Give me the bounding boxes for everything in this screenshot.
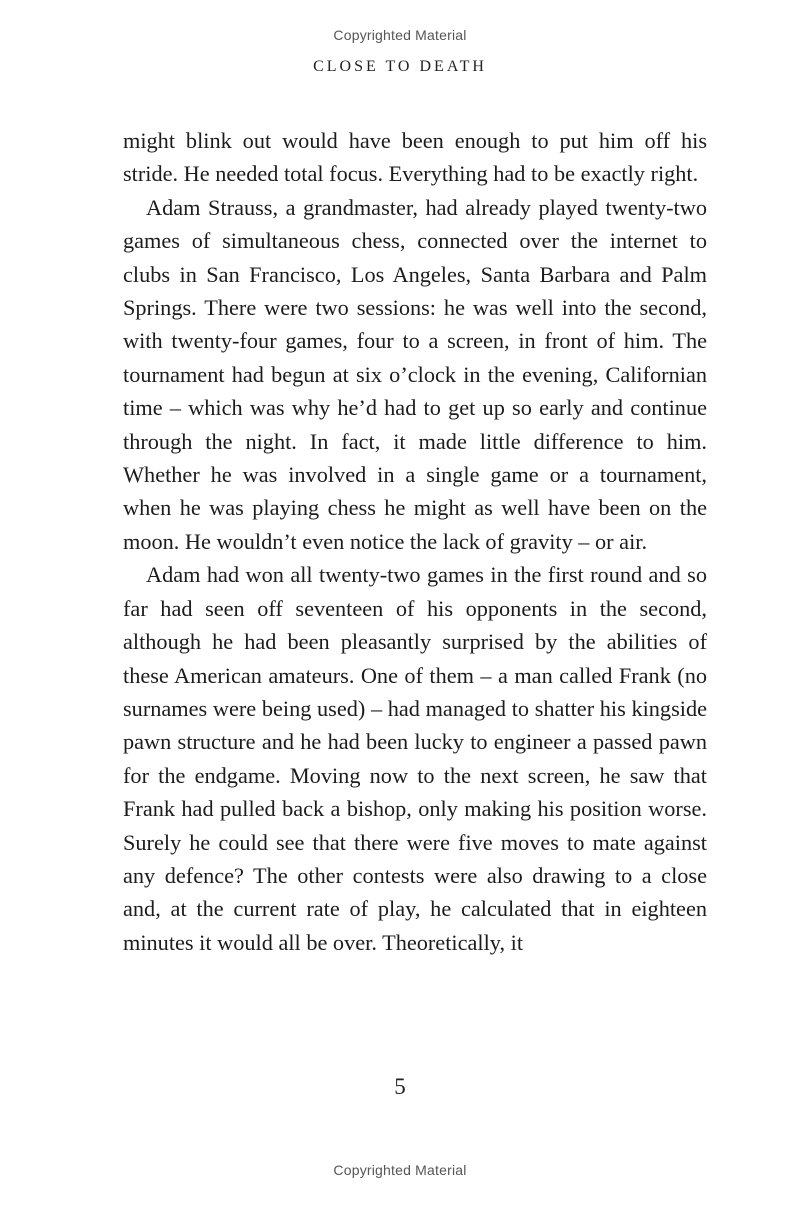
paragraph-continuation: might blink out would have been enough to put him off his stride. He needed total focus. Everything had to be exactly right. (123, 128, 707, 187)
paragraph: Adam Strauss, a grandmaster, had already played twenty-two games of simultaneous chess, connected over the internet to clubs in San Francisco, Los Angeles, Santa Barbara and Palm Springs. There were two sessions: he was well into the second, with twenty-four games, four to a screen, in front of him. The tournament had begun at six o’clock in the evening, Californian time – which was why he’d had to get up so early and continue through the night. In fact, it made little difference to him. Whether he was involved in a single game or a tournament, when he was playing chess he might as well have been on the moon. He wouldn’t even notice the lack of gravity – or air. (123, 194, 707, 554)
body-text (123, 124, 707, 959)
copyright-watermark-bottom: Copyrighted Material (333, 1162, 467, 1178)
copyright-watermark-top: Copyrighted Material (333, 27, 467, 43)
running-head: CLOSE TO DEATH (313, 58, 487, 75)
paragraph: Adam had won all twenty-two games in the first round and so far had seen off seventeen of his opponents in the second, although he had been pleasantly surprised by the abilities of these American amateurs. One of them – a man called Frank (no surnames were being used) – had managed to shatter his kingside pawn structure and he had been lucky to engineer a passed pawn for the endgame. Moving now to the next screen, he saw that Frank had pulled back a bishop, only making his position worse. Surely he could see that there were five moves to mate against any defence? The other contests were also drawing to a close and, at the current rate of play, he calculated that in eighteen minutes it would all be over. Theoretically, it (123, 562, 707, 955)
page-number: 5 (394, 1074, 406, 1099)
